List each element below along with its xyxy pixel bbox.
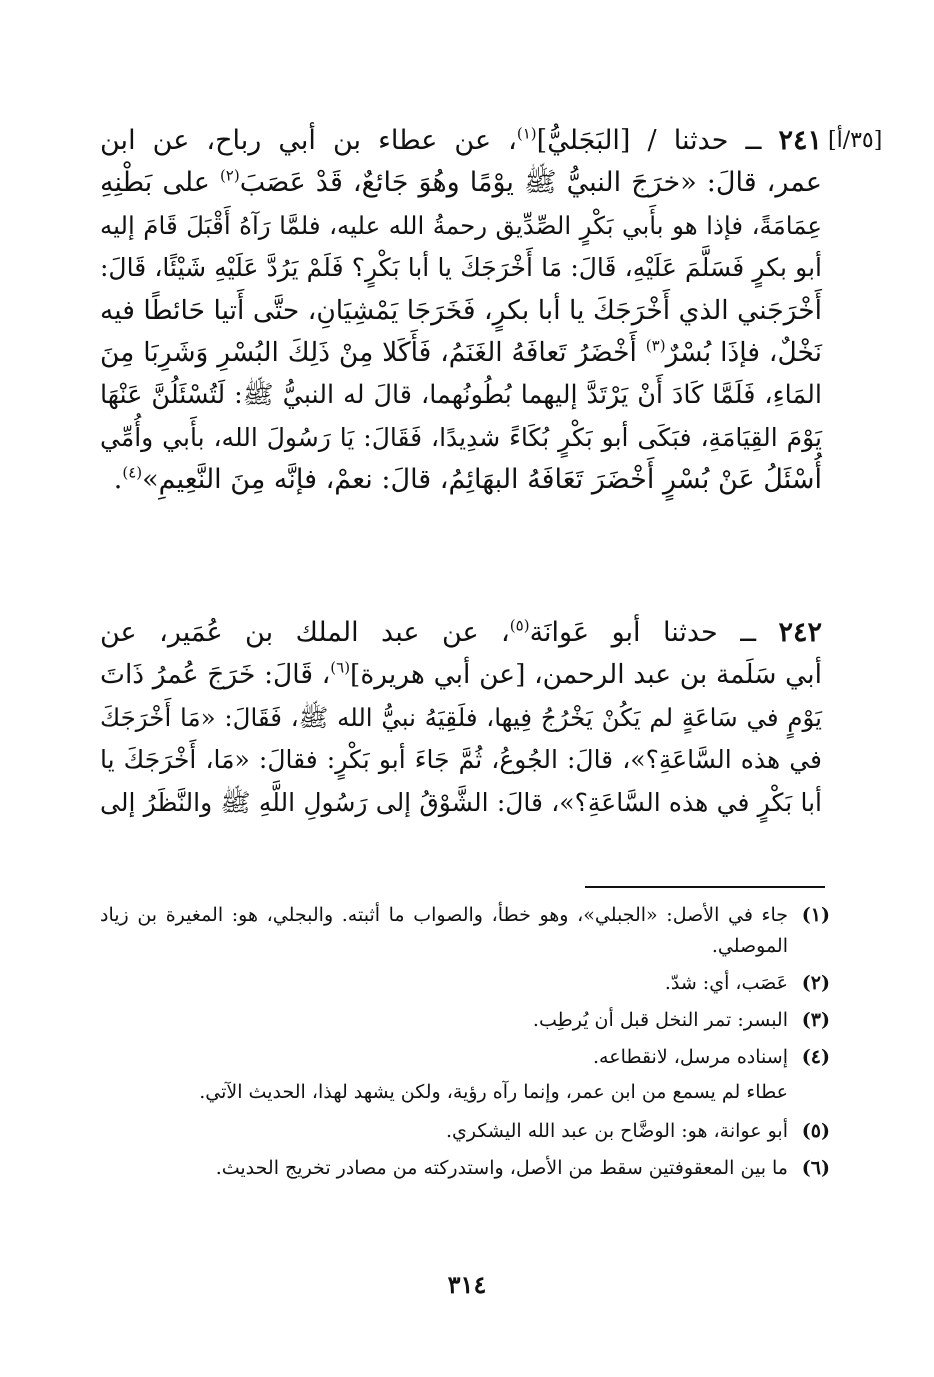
text-line: أَخْرَجَني الذي أَخْرَجَكَ يا أبا بكرٍ، فَخَرَجَا يَمْشِيَانِ، حتَّى أَتيا حَائطًا فيه: [100, 294, 822, 326]
footnote-item: [100, 1153, 830, 1184]
footnote-number: (١): [801, 904, 830, 926]
footnote-marker: (٦): [330, 658, 351, 677]
text-segment: أَخْضَرُ تَعافَهُ الغَنَمُ، فَأَكَلا مِنْ ذَلِكَ البُسْرِ وَشَرِبَا مِنَ: [100, 337, 637, 369]
footnote-item: [100, 1005, 830, 1036]
hadith-number: ٢٤٢: [778, 617, 822, 648]
footnote-marker: (٣): [645, 336, 666, 355]
footnote-text: جاء في الأصل: «الجبلي»، وهو خطأ، والصواب ما أثبته. والبجلي، هو: المغيرة بن زياد الموصلي.: [100, 904, 788, 957]
text-line: [100, 120, 822, 162]
footnote-marker: (٥): [509, 616, 530, 635]
text-segment: ــ حدثنا / [البَجَليُّ]: [536, 125, 762, 156]
text-line: يَوْمٍ في سَاعَةٍ لم يَكُنْ يَخْرُجُ فِيها، فلَقِيَهُ نبيُّ الله ﷺ، فَقَالَ: «مَا أَخْرَجَكَ: [100, 702, 822, 732]
footnote-marker: (١): [516, 124, 537, 143]
text-segment: أبي سَلَمة بن عبد الرحمن، [عن أبي هريرة]: [350, 659, 822, 691]
footnote-item: [100, 1116, 830, 1147]
text-segment: على بَطْنِهِ: [100, 167, 210, 199]
text-segment: نَخْلٌ، فإذَا بُسْرٌ: [665, 337, 822, 369]
text-segment: ــ حدثنا أبو عَوانَة: [529, 617, 757, 648]
footnote-separator: [585, 886, 825, 888]
text-line: المَاءِ، فَلَمَّا كَادَ أَنْ يَرْتَدَّ إليهما بُطُونُهما، قالَ له النبيُّ ﷺ: لَتُسْئَلُنَّ عَنْهَا: [100, 380, 822, 411]
footnote-item: [100, 968, 830, 999]
text-line: عِمَامَةً، فإذا هو بأَبي بَكْرٍ الصِّدِّيق رحمةُ الله عليه، فلمَّا رَآهُ أَقْبَلَ قَامَ إليه: [100, 210, 822, 240]
text-line: أبا بَكْرٍ في هذه السَّاعَةِ؟»، قالَ: الشَّوْقُ إلى رَسُولِ اللَّهِ ﷺ والنَّظَرُ إلى: [100, 787, 822, 817]
footnote-text: أبو عوانة، هو: الوضَّاح بن عبد الله اليشكري.: [446, 1120, 788, 1142]
text-segment: ، عن عطاء بن أبي رباح، عن ابن: [100, 125, 517, 156]
footnote-number: (٥): [801, 1120, 830, 1142]
text-line: [100, 332, 822, 374]
text-segment: ، عن عبد الملك بن عُمَير، عن: [100, 617, 510, 648]
text-line: يَوْمَ القِيَامَةِ، فبَكَى أبو بَكْرٍ بُكَاءً شدِيدًا، فَقَالَ: يَا رَسُولَ الله، بأَبي وأُمِّي: [100, 422, 822, 452]
text-line: [100, 459, 822, 501]
footnote-marker: (٤): [122, 463, 143, 482]
footnote-text: عَصَب، أي: شدّ.: [664, 972, 788, 994]
text-segment: عمر، قالَ: «خرَجَ النبيُّ ﷺ يوْمًا وهُوَ جَائعٌ، قَدْ عَصَبَ: [239, 167, 822, 199]
text-line: [100, 654, 822, 696]
footnote-number: (٤): [801, 1046, 830, 1068]
text-line: [100, 162, 822, 204]
footnotes-section: [100, 900, 830, 1190]
footnote-text: ما بين المعقوفتين سقط من الأصل، واستدركته من مصادر تخريج الحديث.: [215, 1157, 788, 1179]
footnote-marker: (٢): [219, 166, 240, 185]
manuscript-folio-reference: [٣٥/أ]: [828, 128, 883, 153]
footnote-item: [100, 1042, 830, 1073]
text-line: أبو بكرٍ فَسَلَّمَ عَلَيْهِ، قَالَ: مَا أَخْرَجَكَ يا أبا بَكْرٍ؟ فَلَمْ يَرُدَّ عَلَيْهِ شَيْئًا، قَالَ:: [100, 253, 822, 283]
footnote-number: (٦): [801, 1157, 830, 1179]
text-line: في هذه السَّاعَةِ؟»، قالَ: الجُوعُ، ثُمَّ جَاءَ أبو بَكْرٍ: فقالَ: «مَا، أَخْرَجَكَ يا: [100, 745, 822, 775]
footnote-continuation: عطاء لم يسمع من ابن عمر، وإنما رآه رؤية، ولكن يشهد لهذا، الحديث الآتي.: [199, 1081, 788, 1103]
hadith-number: ٢٤١: [778, 125, 822, 156]
text-segment: أُسْئَلُ عَنْ بُسْرٍ أَخْضَرَ تَعَافَهُ البهَائِمُ، قالَ: نعمْ، فإنَّه مِنَ النَّعِيمِ»: [142, 464, 822, 496]
footnote-number: (٢): [801, 972, 830, 994]
page-number: ٣١٤: [447, 1270, 487, 1299]
footnote-text: البسر: تمر النخل قبل أن يُرطِب.: [532, 1009, 788, 1031]
hadith-242-paragraph: [100, 612, 822, 824]
text-line: [100, 612, 822, 654]
footnote-item: [100, 900, 830, 962]
hadith-241-paragraph: [100, 120, 822, 502]
footnote-number: (٣): [801, 1009, 830, 1031]
text-segment: .: [113, 464, 123, 496]
footnote-text: إسناده مرسل، لانقطاعه.: [593, 1046, 788, 1068]
text-segment: ، قَالَ: خَرَجَ عُمرُ ذَاتَ: [100, 659, 331, 691]
